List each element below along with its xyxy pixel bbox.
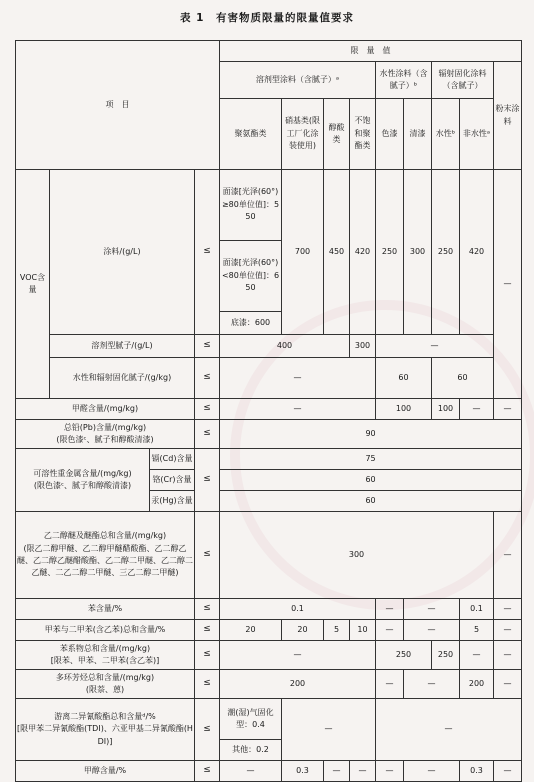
benzenes-e: — bbox=[494, 641, 522, 670]
voc-alkyd: 450 bbox=[324, 170, 350, 335]
header-waterborne: 水性ᵇ bbox=[432, 99, 460, 170]
heavy-metal-label: 可溶性重金属含量/(mg/kg) (限色漆ᶜ、腻子和醇酸清漆) bbox=[16, 449, 150, 512]
voc-putty-water-le: ≤ bbox=[195, 358, 220, 399]
isocyanate-pu-other: 其他：0.2 bbox=[220, 740, 282, 761]
heavy-hg-value: 60 bbox=[220, 491, 522, 512]
header-colored: 色漆 bbox=[376, 99, 404, 170]
voc-putty-solvent-v2: 300 bbox=[350, 335, 376, 358]
toluene-d: — bbox=[494, 620, 522, 641]
benzene-le: ≤ bbox=[195, 599, 220, 620]
heavy-cd-label: 镉(Cd)含量 bbox=[150, 449, 195, 470]
voc-coating-le: ≤ bbox=[195, 170, 220, 335]
voc-pu-high: 面漆[光泽(60°)≥80单位值]：550 bbox=[220, 170, 282, 241]
benzenes-d: — bbox=[460, 641, 494, 670]
voc-putty-solvent-v1: 400 bbox=[220, 335, 350, 358]
toluene-c: 5 bbox=[460, 620, 494, 641]
voc-pu-primer: 底漆：600 bbox=[220, 312, 282, 335]
heavy-le: ≤ bbox=[195, 449, 220, 512]
voc-putty-water-label: 水性和辐射固化腻子/(g/kg) bbox=[50, 358, 195, 399]
glycol-ether-powder: — bbox=[494, 512, 522, 599]
lead-le: ≤ bbox=[195, 420, 220, 449]
voc-unsat: 420 bbox=[350, 170, 376, 335]
formaldehyde-b: 100 bbox=[376, 399, 432, 420]
methanol-label: 甲醇含量/% bbox=[16, 761, 195, 782]
voc-clear: 300 bbox=[404, 170, 432, 335]
isocyanate-b: — bbox=[376, 699, 522, 761]
header-solvent-group: 溶剂型涂料（含腻子）ᵃ bbox=[220, 62, 376, 99]
voc-putty-solvent-dash: — bbox=[376, 335, 494, 358]
toluene-a: — bbox=[376, 620, 404, 641]
toluene-alkyd: 5 bbox=[324, 620, 350, 641]
benzenes-a: — bbox=[220, 641, 376, 670]
formaldehyde-a: — bbox=[220, 399, 376, 420]
voc-nitro: 700 bbox=[282, 170, 324, 335]
table-caption: 表 1 有害物质限量的限量值要求 bbox=[180, 12, 354, 24]
voc-colored: 250 bbox=[376, 170, 404, 335]
toluene-nitro: 20 bbox=[282, 620, 324, 641]
methanol-d: — bbox=[494, 761, 522, 782]
methanol-nitro: 0.3 bbox=[282, 761, 324, 782]
voc-pu-low: 面漆[光泽(60°)<80单位值]：650 bbox=[220, 241, 282, 312]
pah-le: ≤ bbox=[195, 670, 220, 699]
lead-label: 总铅(Pb)含量/(mg/kg) (限色漆ᶜ、腻子和醇酸清漆) bbox=[16, 420, 195, 449]
benzenes-b: 250 bbox=[376, 641, 432, 670]
toluene-b: — bbox=[404, 620, 460, 641]
header-powder: 粉末涂料 bbox=[494, 62, 522, 170]
header-nitro: 硝基类(限工厂化涂装使用) bbox=[282, 99, 324, 170]
header-clear: 清漆 bbox=[404, 99, 432, 170]
benzene-a: — bbox=[376, 599, 404, 620]
heavy-hg-label: 汞(Hg)含量 bbox=[150, 491, 195, 512]
benzenes-le: ≤ bbox=[195, 641, 220, 670]
pah-label: 多环芳烃总和含量/(mg/kg) (限萘、蒽) bbox=[16, 670, 195, 699]
pah-d: — bbox=[494, 670, 522, 699]
header-water-group: 水性涂料（含腻子）ᵇ bbox=[376, 62, 432, 99]
header-alkyd: 醇酸类 bbox=[324, 99, 350, 170]
isocyanate-a: — bbox=[282, 699, 376, 761]
toluene-le: ≤ bbox=[195, 620, 220, 641]
isocyanate-pu-moisture: 潮(湿)气固化型：0.4 bbox=[220, 699, 282, 740]
voc-putty-solvent-label: 溶剂型腻子/(g/L) bbox=[50, 335, 195, 358]
isocyanate-le: ≤ bbox=[195, 699, 220, 761]
methanol-unsat: — bbox=[350, 761, 376, 782]
formaldehyde-e: — bbox=[494, 399, 522, 420]
voc-putty-water-v2: 60 bbox=[432, 358, 494, 399]
benzenes-c: 250 bbox=[432, 641, 460, 670]
formaldehyde-d: — bbox=[460, 399, 494, 420]
voc-water: 250 bbox=[432, 170, 460, 335]
heavy-cr-value: 60 bbox=[220, 470, 522, 491]
header-nonwater: 非水性ᵃ bbox=[460, 99, 494, 170]
isocyanate-label: 游离二异氰酸酯总和含量ᵈ/% [限甲苯二异氰酸酯(TDI)、六亚甲基二异氰酸酯(HDI)] bbox=[16, 699, 195, 761]
pah-c: 200 bbox=[460, 670, 494, 699]
benzene-b: — bbox=[404, 599, 460, 620]
methanol-c: 0.3 bbox=[460, 761, 494, 782]
formaldehyde-c: 100 bbox=[432, 399, 460, 420]
pah-value: 200 bbox=[220, 670, 376, 699]
header-limit-value: 限 量 值 bbox=[220, 41, 522, 62]
benzene-d: — bbox=[494, 599, 522, 620]
voc-nonwater: 420 bbox=[460, 170, 494, 335]
header-radiation-group: 辐射固化涂料（含腻子） bbox=[432, 62, 494, 99]
toluene-label: 甲苯与二甲苯(含乙苯)总和含量/% bbox=[16, 620, 195, 641]
glycol-ether-value: 300 bbox=[220, 512, 494, 599]
glycol-ether-label: 乙二醇醚及醚酯总和含量/(mg/kg) (限乙二醇甲醚、乙二醇甲醚醋酸酯、乙二醇乙醚、乙二醇乙醚醋酸酯、乙二醇二甲醚、乙二醇二乙醚、二乙二醇二甲醚、三乙二醇二甲醚) bbox=[16, 512, 195, 599]
benzene-c: 0.1 bbox=[460, 599, 494, 620]
voc-group-label: VOC含量 bbox=[16, 170, 50, 399]
voc-putty-solvent-le: ≤ bbox=[195, 335, 220, 358]
formaldehyde-le: ≤ bbox=[195, 399, 220, 420]
methanol-a: — bbox=[376, 761, 404, 782]
formaldehyde-label: 甲醛含量/(mg/kg) bbox=[16, 399, 195, 420]
benzene-label: 苯含量/% bbox=[16, 599, 195, 620]
limits-table bbox=[15, 40, 522, 782]
pah-a: — bbox=[376, 670, 404, 699]
voc-putty-water-dash: — bbox=[220, 358, 376, 399]
methanol-le: ≤ bbox=[195, 761, 220, 782]
heavy-cr-label: 铬(Cr)含量 bbox=[150, 470, 195, 491]
benzene-value: 0.1 bbox=[220, 599, 376, 620]
header-item: 项 目 bbox=[16, 41, 220, 170]
glycol-ether-le: ≤ bbox=[195, 512, 220, 599]
voc-coating-label: 涂料/(g/L) bbox=[50, 170, 195, 335]
voc-powder: — bbox=[494, 170, 522, 399]
voc-putty-water-v1: 60 bbox=[376, 358, 432, 399]
lead-value: 90 bbox=[220, 420, 522, 449]
header-polyurethane: 聚氨酯类 bbox=[220, 99, 282, 170]
header-unsaturated: 不饱和聚酯类 bbox=[350, 99, 376, 170]
pah-b: — bbox=[404, 670, 460, 699]
toluene-unsat: 10 bbox=[350, 620, 376, 641]
methanol-b: — bbox=[404, 761, 460, 782]
methanol-alkyd: — bbox=[324, 761, 350, 782]
toluene-pu: 20 bbox=[220, 620, 282, 641]
heavy-cd-value: 75 bbox=[220, 449, 522, 470]
methanol-pu: — bbox=[220, 761, 282, 782]
benzenes-label: 苯系物总和含量/(mg/kg) [限苯、甲苯、二甲苯(含乙苯)] bbox=[16, 641, 195, 670]
